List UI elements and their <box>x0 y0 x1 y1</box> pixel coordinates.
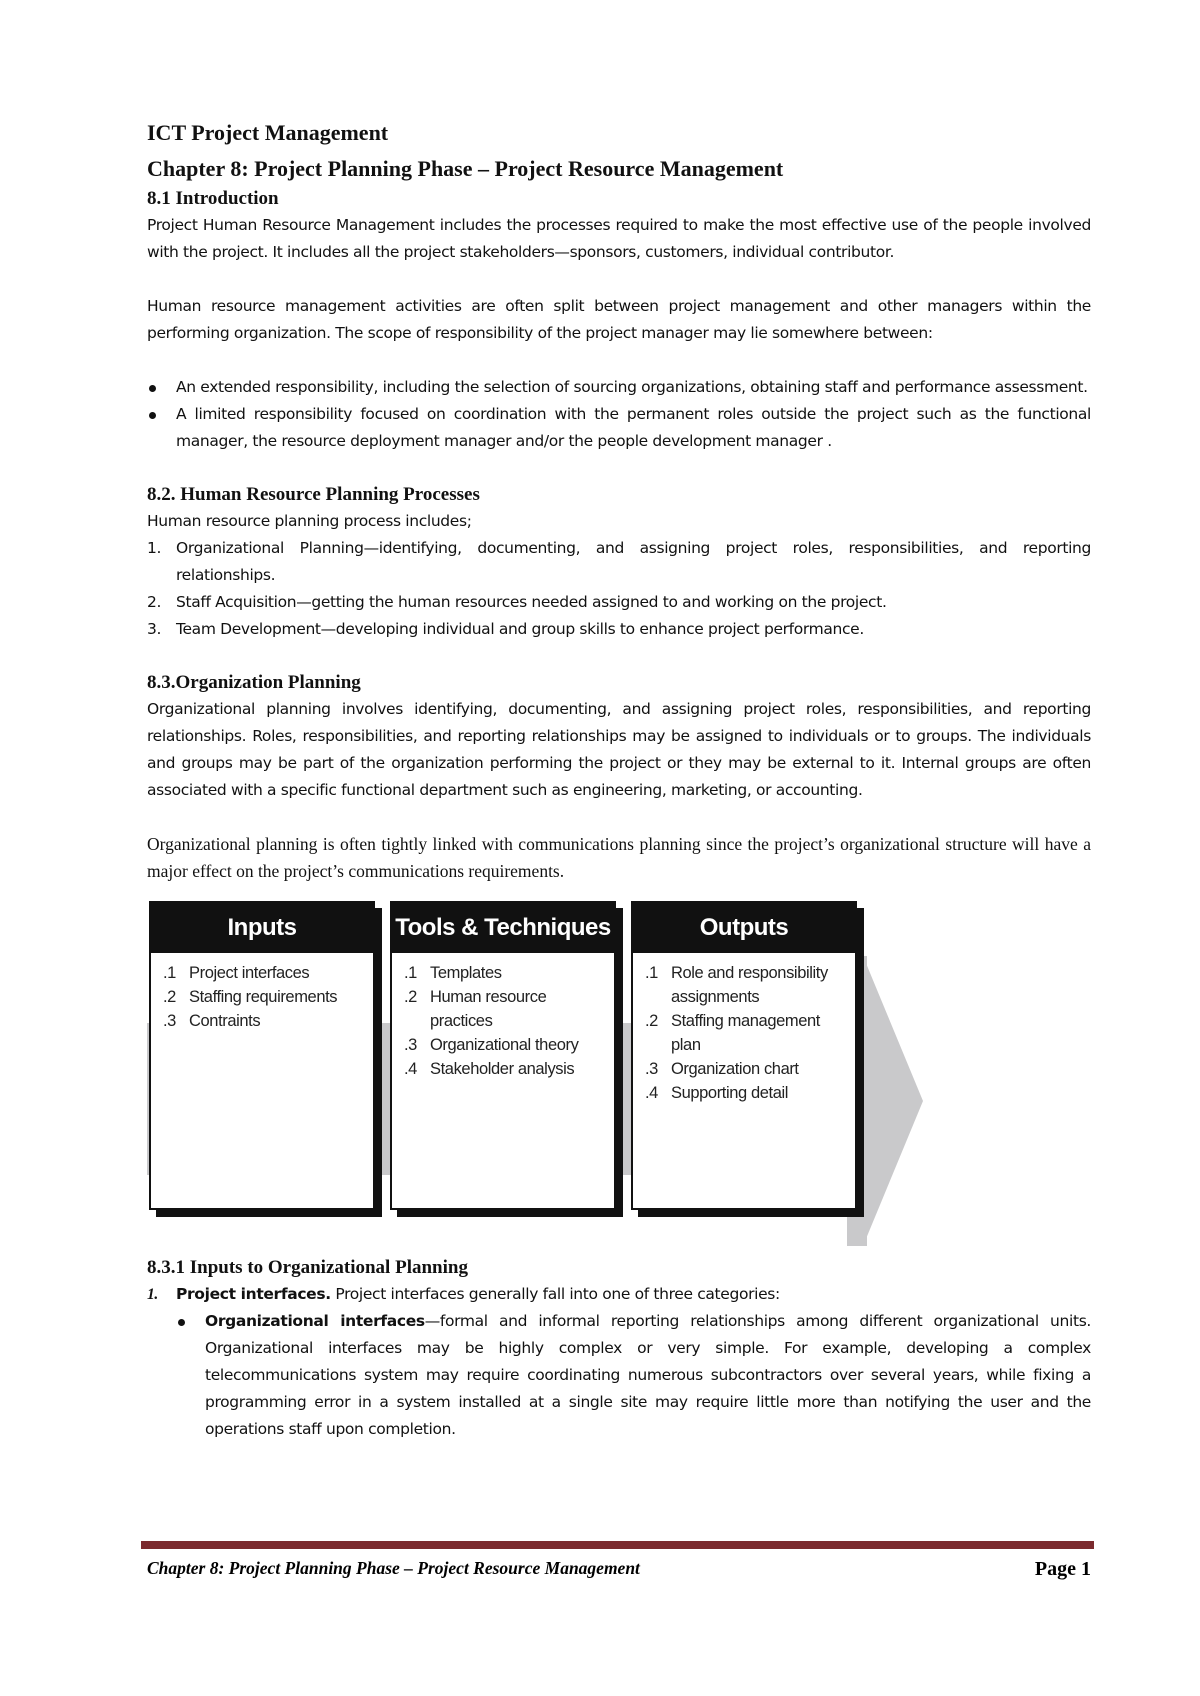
page-footer <box>147 1558 1091 1588</box>
inputs-list-detail <box>147 1281 1091 1308</box>
list-item-text: Team Development—developing individual and group skills to enhance project performance. <box>176 620 864 638</box>
list-item <box>147 589 1091 616</box>
section-heading-8-1: 8.1 Introduction <box>147 188 279 209</box>
document-title: ICT Project Management <box>147 120 389 145</box>
sub-label: Organizational interfaces <box>205 1312 425 1330</box>
list-item <box>147 1281 1091 1308</box>
process-diagram <box>147 901 947 1231</box>
hr-planning-list <box>147 535 1091 643</box>
org-planning-paragraph-1: Organizational planning involves identifying, documenting, and assigning project roles, responsibilities, and reporting relationships. Roles, responsibilities, and reporting relationships may be assigned to individuals or to groups. The individuals and groups may be part of the organization performing the project or they may be external to it. Internal groups are often associated with a specific functional department such as engineering, marketing, or accounting. <box>147 700 1091 799</box>
outputs-header: Outputs <box>633 903 855 953</box>
section-heading-8-2: 8.2. Human Resource Planning Processes <box>147 484 480 505</box>
list-item-text: Organizational Planning—identifying, documenting, and assigning project roles, responsibilities, and reporting relationships. <box>176 539 1091 584</box>
list-number: 3. <box>147 620 162 638</box>
section-heading-8-3: 8.3.Organization Planning <box>147 672 361 693</box>
list-item <box>147 401 1091 455</box>
document-page <box>147 118 1091 1443</box>
bullet-icon <box>149 412 156 419</box>
inputs-list <box>151 961 373 1033</box>
list-item <box>147 535 1091 589</box>
responsibility-list <box>147 374 1091 455</box>
list-item: .4 Stakeholder analysis <box>404 1060 575 1078</box>
intro-paragraph-2: Human resource management activities are often split between project management and other managers within the performing organization. The scope of responsibility of the project manager may lie somewhere between: <box>147 297 1091 342</box>
list-number: 2. <box>147 593 162 611</box>
list-item: .1 Project interfaces <box>163 964 310 982</box>
list-item: .2 Human resource practices <box>404 988 547 1030</box>
tools-header: Tools & Techniques <box>392 903 614 953</box>
list-item: .3 Contraints <box>163 1012 261 1030</box>
bullet-icon <box>149 385 156 392</box>
list-item: .2 Staffing management plan <box>645 1012 820 1054</box>
tools-list <box>392 961 614 1081</box>
outputs-box <box>631 901 857 1210</box>
list-number: 1. <box>147 1286 158 1303</box>
hr-planning-intro: Human resource planning process includes; <box>147 512 472 530</box>
outputs-list <box>633 961 855 1105</box>
list-item <box>147 616 1091 643</box>
list-item: .3 Organization chart <box>645 1060 799 1078</box>
section-heading-8-3-1: 8.3.1 Inputs to Organizational Planning <box>147 1257 468 1278</box>
arrow-head-icon <box>863 956 923 1246</box>
intro-paragraph-1: Project Human Resource Management includes the processes required to make the most effective use of the people involved with the project. It includes all the project stakeholders—sponsors, customers, individual contributor. <box>147 216 1091 261</box>
footer-chapter-title: Chapter 8: Project Planning Phase – Project Resource Management <box>147 1558 640 1578</box>
list-item-text: An extended responsibility, including the selection of sourcing organizations, obtaining staff and performance assessment. <box>176 378 1088 396</box>
footer-rule <box>141 1541 1094 1549</box>
item-text: Project interfaces generally fall into one of three categories: <box>330 1285 780 1303</box>
org-planning-paragraph-2: Organizational planning is often tightly linked with communications planning since the project’s organizational structure will have a major effect on the project’s communications requirements. <box>147 834 1091 881</box>
list-item: .4 Supporting detail <box>645 1084 789 1102</box>
list-item: .1 Role and responsibility assignments <box>645 964 828 1006</box>
inputs-box <box>149 901 375 1210</box>
interfaces-list <box>147 1308 1091 1443</box>
list-item: .2 Staffing requirements <box>163 988 338 1006</box>
list-number: 1. <box>147 539 162 557</box>
list-item-text: A limited responsibility focused on coordination with the permanent roles outside the project such as the functional manager, the resource deployment manager and/or the people development manager . <box>176 405 1091 450</box>
list-item-text: Staff Acquisition—getting the human resources needed assigned to and working on the project. <box>176 593 887 611</box>
chapter-title: Chapter 8: Project Planning Phase – Project Resource Management <box>147 156 784 181</box>
sub-text: —formal and informal reporting relationships among different organizational units. Organizational interfaces may be highly complex or very simple. For example, developing a complex telecommunications system may require coordinating numerous subcontractors over several years, while fixing a programming error in a system installed at a single site may require little more than notifying the user and the operations staff upon completion. <box>205 1312 1091 1438</box>
page-number: Page 1 <box>1034 1558 1091 1580</box>
list-item: .3 Organizational theory <box>404 1036 579 1054</box>
list-item <box>147 374 1091 401</box>
list-item: .1 Templates <box>404 964 502 982</box>
inputs-header: Inputs <box>151 903 373 953</box>
item-label: Project interfaces. <box>176 1285 331 1303</box>
list-item <box>176 1308 1091 1443</box>
tools-box <box>390 901 616 1210</box>
bullet-icon <box>178 1319 185 1326</box>
